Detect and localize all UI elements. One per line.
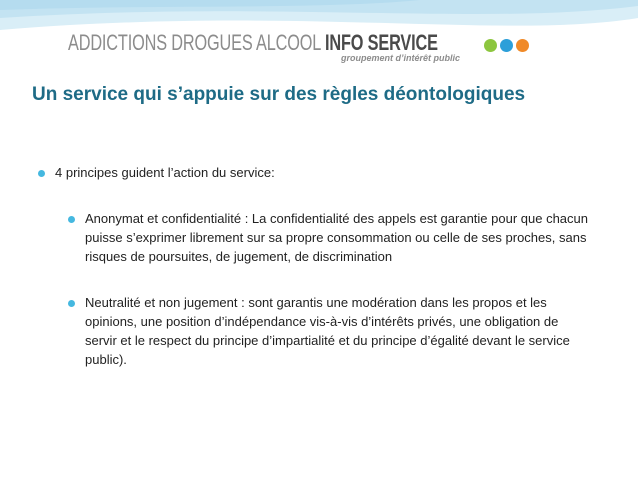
logo <box>66 28 540 72</box>
slide-title: Un service qui s’appuie sur des règles déontologiques <box>32 84 526 105</box>
logo-dot-orange-icon <box>516 39 529 52</box>
logo-dot-green-icon <box>484 39 497 52</box>
principle-item <box>68 209 588 266</box>
logo-text-part1: ADDICTIONS DROGUES ALCOOL <box>68 30 325 55</box>
logo-dot-blue-icon <box>500 39 513 52</box>
bullet-icon <box>68 216 75 223</box>
intro-bullet <box>38 164 598 182</box>
bullet-icon <box>68 300 75 307</box>
principle-text: Neutralité et non jugement : sont garantis une modération dans les propos et les opinions, une position d’indépendance vis-à-vis d’intérêts privés, une obligation de servir et le respect du principe d’impartialité et du principe d’égalité devant le service public). <box>85 295 570 367</box>
logo-text-part2: INFO SERVICE <box>324 30 438 55</box>
intro-text: 4 principes guident l’action du service: <box>55 165 275 180</box>
logo-subtitle: groupement d’intérêt public <box>341 53 461 63</box>
principle-text: Anonymat et confidentialité : La confidentialité des appels est garantie pour que chacun puisse s’exprimer librement sur sa propre consommation ou celle de ses proches, sans risques de poursuites, de jugement, de discrimination <box>85 211 589 264</box>
bullet-icon <box>38 170 45 177</box>
principle-item <box>68 293 588 369</box>
